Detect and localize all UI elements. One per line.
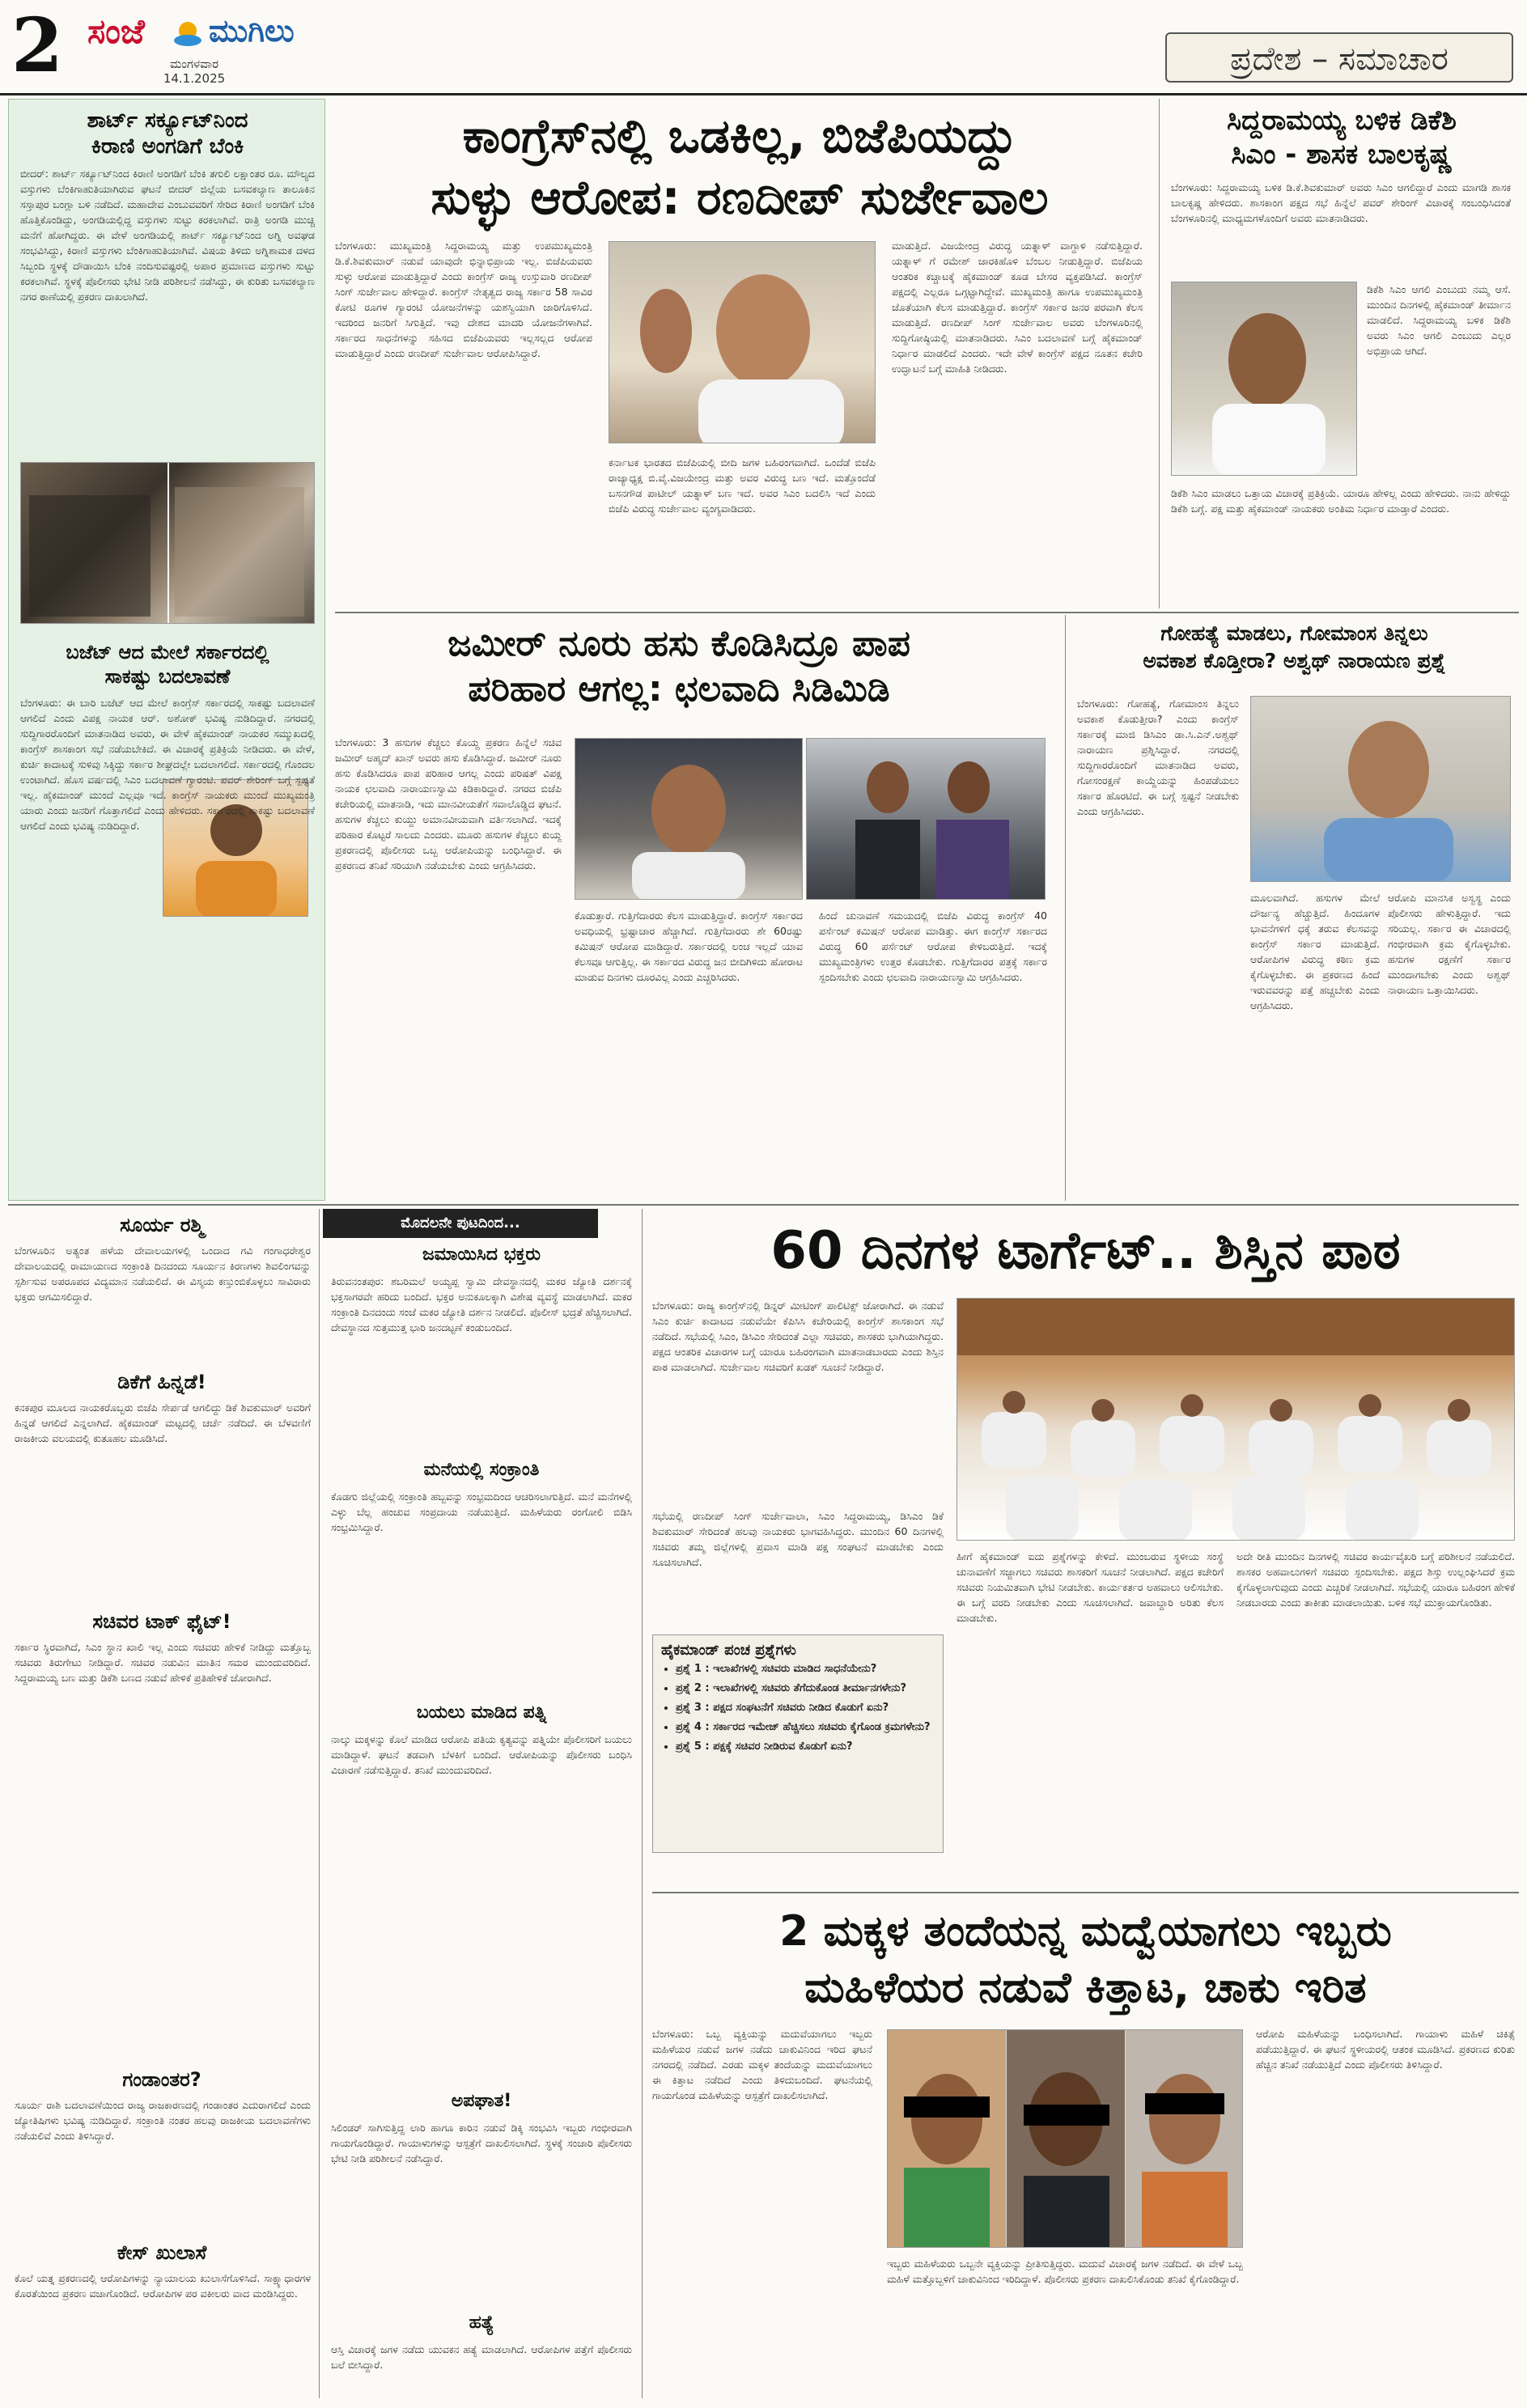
- contd-b4: ಸಿಲಿಂಡರ್ ಸಾಗಿಸುತ್ತಿದ್ದ ಲಾರಿ ಹಾಗೂ ಕಾರಿನ ನಡುವೆ ಡಿಕ್ಕಿ ಸಂಭವಿಸಿ ಇಬ್ಬರು ಗಂಭೀರವಾಗಿ ಗಾಯಗೊಂಡಿದ್ದಾರೆ. ಗಾಯಾಳುಗಳನ್ನು ಆಸ್ಪತ್ರೆಗೆ ದಾಖಲಿಸಲಾಗಿದೆ. ಸ್ಥಳಕ್ಕೆ ಸಂಚಾರಿ ಪೊಲೀಸರು ಭೇಟಿ ನೀಡಿ ಪರಿಶೀಲನೆ ನಡೆಸಿದ್ದಾರೆ.: [331, 2122, 632, 2164]
- brief3-title: ಸೂರ್ಯ ರಶ್ಮಿ: [120, 1214, 204, 1236]
- page-number: 2: [11, 2, 64, 89]
- brief2-body: ಬೆಂಗಳೂರು: ಈ ಬಾರಿ ಬಜೆಟ್ ಆದ ಮೇಲೆ ಕಾಂಗ್ರೆಸ್ ಸರ್ಕಾರದಲ್ಲಿ ಸಾಕಷ್ಟು ಬದಲಾವಣೆ ಆಗಲಿದೆ ಎಂದು ವಿಪಕ್ಷ ನಾಯಕ ಆರ್. ಅಶೋಕ್ ಭವಿಷ್ಯ ನುಡಿದಿದ್ದಾರೆ. ನಗರದಲ್ಲಿ ಸುದ್ದಿಗಾರರೊಂದಿಗೆ ಮಾತನಾಡಿದ ಅವರು, ಈ ವೇಳೆ ಹೈಕಮಾಂಡ್ ನಾಯಕರ ಸಮ್ಮುಖದಲ್ಲಿ ಕಾಂಗ್ರೆಸ್ ಶಾಸಕಾಂಗ ಸಭೆ ನಡೆಯಬೇಕಿದೆ. ಈ ವಿಚಾರಕ್ಕೆ ಪ್ರತಿಕ್ರಿಯೆ ನೀಡಿದರು. ಈ ವೇಳೆ, ಕುರ್ಚಿ ಕಾದಾಟಕ್ಕೆ ಸುಳಿವು ಸಿಕ್ಕಿದ್ದು ಸರ್ಕಾರ ಶೀಘ್ರದಲ್ಲೇ ಬದಲಾಗಲಿದೆ. ಸರ್ಕಾರದಲ್ಲಿ ಗೊಂದಲ ಉಂಟಾಗಿದೆ. ಹೊಸ ವರ್ಷದಲ್ಲಿ ಸಿಎಂ ಬದಲಾವಣೆ ಗ್ಯಾರಂಟಿ. ಪವರ್ ಶೇರಿಂಗ್ ಬಗ್ಗೆ ಸ್ಪಷ್ಟತೆ ಇಲ್ಲ. ಹೈಕಮಾಂಡ್ ಮುಂದೆ ಎಲ್ಲವೂ ಇದೆ. ಕಾಂಗ್ರೆಸ್ ನಾಯಕರು ಮುಂದೆ ಮುಖ್ಯಮಂತ್ರಿ ಯಾರು ಎಂದು ಜನರಿಗೆ ಗೊತ್ತಾಗಲಿದೆ ಎಂದು ಹೇಳಿದರು. ಸರ್ಕಾರದಲ್ಲಿ ಸಾಕಷ್ಟು ಬದಲಾವಣೆ ಆಗಲಿದೆ ಎಂದು ಭವಿಷ್ಯ ನುಡಿದಿದ್ದಾರೆ.: [20, 697, 315, 832]
- chalavadi-photo: [575, 738, 803, 900]
- sidd-col3: ಡಿಕೆಶಿ ಸಿಎಂ ಮಾಡಲು ಒತ್ತಾಯ ವಿಚಾರಕ್ಕೆ ಪ್ರತಿಕ್ರಿಯೆ. ಯಾರೂ ಹೇಳಿಲ್ಲ ಎಂದು ಹೇಳಿದರು. ನಾನು ಹೇಳಿದ್ದು ಡಿಕೆಶಿ ಬಗ್ಗೆ. ಪಕ್ಷ ಮತ್ತು ಹೈಕಮಾಂಡ್ ನಾಯಕರು ಅಂತಿಮ ನಿರ್ಧಾರ ಮಾಡ್ತಾರೆ ಎಂದರು.: [1171, 487, 1511, 515]
- fight-story: [652, 1897, 1519, 2398]
- ashwath-title: ಗೋಹತ್ಯೆ ಮಾಡಲು, ಗೋಮಾಂಸ ತಿನ್ನಲು ಅವಕಾಶ ಕೊಡ್ತೀರಾ? ಅಶ್ವಥ್ ನಾರಾಯಣ ಪ್ರಶ್ನೆ: [1143, 621, 1446, 672]
- masthead-date: 14.1.2025: [163, 71, 226, 86]
- sidd-col1: ಬೆಂಗಳೂರು: ಸಿದ್ದರಾಮಯ್ಯ ಬಳಿಕ ಡಿ.ಕೆ.ಶಿವಕುಮಾರ್ ಅವರು ಸಿಎಂ ಆಗಲಿದ್ದಾರೆ ಎಂದು ಮಾಗಡಿ ಶಾಸಕ ಬಾಲಕೃಷ್ಣ ಹೇಳಿದರು. ಶಾಸಕಾಂಗ ಪಕ್ಷದ ಸಭೆ ಹಿನ್ನೆಲೆ ಪವರ್ ಶೇರಿಂಗ್ ವಿಚಾರಕ್ಕೆ ಸಂಬಂಧಿಸಿದಂತೆ ಬೆಂಗಳೂರಿನಲ್ಲಿ ಮಾಧ್ಯಮಗಳೊಂದಿಗೆ ಅವರು ಮಾತನಾಡಿದರು.: [1171, 181, 1511, 224]
- brief5-title: ಸಚಿವರ ಟಾಕ್ ಫೈಟ್!: [92, 1610, 231, 1633]
- masthead-day: ಮಂಗಳವಾರ: [169, 57, 219, 71]
- contd-h5: ಹತ್ಯೆ: [469, 2313, 494, 2333]
- target-story: [652, 1209, 1519, 1889]
- brand-right: ಮುಗಿಲು: [209, 13, 295, 49]
- contd-b3: ನಾಲ್ಕು ಮಕ್ಕಳನ್ನು ಕೊಲೆ ಮಾಡಿದ ಆರೋಪಿ ಪತಿಯ ಕೃತ್ಯವನ್ನು ಪತ್ನಿಯೇ ಪೊಲೀಸರಿಗೆ ಬಯಲು ಮಾಡಿದ್ದಾಳೆ. ಘಟನೆ ತಡವಾಗಿ ಬೆಳಕಿಗೆ ಬಂದಿದೆ. ಆರೋಪಿಯನ್ನು ಪೊಲೀಸರು ಬಂಧಿಸಿ ವಿಚಾರಣೆ ನಡೆಸುತ್ತಿದ್ದಾರೆ. ತನಿಖೆ ಮುಂದುವರಿದಿದೆ.: [331, 1733, 632, 1776]
- target-title: 60 ದಿನಗಳ ಟಾರ್ಗೆಟ್.. ಶಿಸ್ತಿನ ಪಾಠ: [770, 1221, 1401, 1281]
- contd-b2: ಕೊಡಗು ಜಿಲ್ಲೆಯಲ್ಲಿ ಸಂಕ್ರಾಂತಿ ಹಬ್ಬವನ್ನು ಸಂಭ್ರಮದಿಂದ ಆಚರಿಸಲಾಗುತ್ತಿದೆ. ಮನೆ ಮನೆಗಳಲ್ಲಿ ಎಳ್ಳು ಬೆಲ್ಲ ಹಂಚುವ ಸಂಪ್ರದಾಯ ನಡೆಯುತ್ತಿದೆ. ಮಹಿಳೆಯರು ರಂಗೋಲಿ ಬಿಡಿಸಿ ಸಂಭ್ರಮಿಸಿದ್ದಾರೆ.: [331, 1490, 632, 1533]
- brand-left: ಸಂಜೆ: [87, 11, 145, 51]
- divider: [335, 612, 1519, 613]
- ashwath-col3: ಆರೋಪಿ ಮಾನಸಿಕ ಅಸ್ವಸ್ಥ ಎಂದು ಪೊಲೀಸರು ಹೇಳುತ್ತಿದ್ದಾರೆ. ಇದು ಸರಿಯಲ್ಲ. ಸರ್ಕಾರ ಈ ವಿಚಾರದಲ್ಲಿ ಗಂಭೀರವಾಗಿ ಕ್ರಮ ಕೈಗೊಳ್ಳಬೇಕು. ಹಸುಗಳ ರಕ್ಷಣೆಗೆ ಸರ್ಕಾರ ಮುಂದಾಗಬೇಕು ಎಂದು ಅಶ್ವಥ್ ನಾರಾಯಣ ಒತ್ತಾಯಿಸಿದರು.: [1388, 892, 1511, 996]
- fight-col1: ಬೆಂಗಳೂರು: ಒಬ್ಬ ವ್ಯಕ್ತಿಯನ್ನು ಮದುವೆಯಾಗಲು ಇಬ್ಬರು ಮಹಿಳೆಯರ ನಡುವೆ ಜಗಳ ನಡೆದು ಚಾಕುವಿನಿಂದ ಇರಿದ ಘಟನೆ ನಗರದಲ್ಲಿ ನಡೆದಿದೆ. ಎರಡು ಮಕ್ಕಳ ತಂದೆಯನ್ನು ಮದುವೆಯಾಗಲು ಈ ಕಿತ್ತಾಟ ನಡೆದಿದೆ ಎಂದು ತಿಳಿದುಬಂದಿದೆ. ಘಟನೆಯಲ್ಲಿ ಗಾಯಗೊಂಡ ಮಹಿಳೆಯನ್ನು ಆಸ್ಪತ್ರೆಗೆ ದಾಖಲಿಸಲಾಗಿದೆ.: [652, 2028, 872, 2101]
- brief7-title: ಕೇಸ್ ಖುಲಾಸೆ: [117, 2241, 207, 2264]
- continued-banner: ಮೊದಲನೇ ಪುಟದಿಂದ...: [323, 1209, 598, 1238]
- sidd-title: ಸಿದ್ದರಾಮಯ್ಯ ಬಳಿಕ ಡಿಕೆಶಿ ಸಿಎಂ - ಶಾಸಕ ಬಾಲಕೃಷ್ಣ: [1227, 104, 1457, 171]
- masthead: [0, 0, 1527, 95]
- fight-col3: ಆರೋಪಿ ಮಹಿಳೆಯನ್ನು ಬಂಧಿಸಲಾಗಿದೆ. ಗಾಯಾಳು ಮಹಿಳೆ ಚಿಕಿತ್ಸೆ ಪಡೆಯುತ್ತಿದ್ದಾರೆ. ಈ ಘಟನೆ ಸ್ಥಳೀಯರಲ್ಲಿ ಆತಂಕ ಮೂಡಿಸಿದೆ. ಪ್ರಕರಣದ ಕುರಿತು ಹೆಚ್ಚಿನ ತನಿಖೆ ನಡೆಯುತ್ತಿದೆ ಎಂದು ಪೊಲೀಸರು ತಿಳಿಸಿದ್ದಾರೆ.: [1256, 2028, 1515, 2071]
- contd-h1: ಜಮಾಯಿಸಿದ ಭಕ್ತರು: [422, 1244, 541, 1265]
- brief1-title: ಶಾರ್ಟ್ ಸರ್ಕ್ಯೂಟ್‌ನಿಂದ ಕಿರಾಣಿ ಅಂಗಡಿಗೆ ಬೆಂಕಿ: [87, 108, 248, 159]
- surjewala-photo: [609, 241, 876, 443]
- burnt-shop-photo: [20, 462, 315, 624]
- fight-title: 2 ಮಕ್ಕಳ ತಂದೆಯನ್ನ ಮದ್ವೆಯಾಗಲು ಇಬ್ಬರು ಮಹಿಳೆಯರ ನಡುವೆ ಕಿತ್ತಾಟ, ಚಾಕು ಇರಿತ: [779, 1907, 1392, 2012]
- contd-h4: ಅಪಘಾತ!: [451, 2091, 512, 2111]
- sidd-col2: ಡಿಕೆಶಿ ಸಿಎಂ ಆಗಲಿ ಎಂಬುದು ನಮ್ಮ ಆಸೆ. ಮುಂದಿನ ದಿನಗಳಲ್ಲಿ ಹೈಕಮಾಂಡ್ ತೀರ್ಮಾನ ಮಾಡಲಿದೆ. ಸಿದ್ದರಾಮಯ್ಯ ಬಳಿಕ ಡಿಕೆಶಿ ಅವರು ಸಿಎಂ ಆಗಲಿ ಎಂಬುದು ಎಲ್ಲರ ಅಭಿಪ್ರಾಯ ಆಗಿದೆ.: [1367, 283, 1511, 357]
- contd-b1: ತಿರುವನಂತಪುರ: ಶಬರಿಮಲೆ ಅಯ್ಯಪ್ಪ ಸ್ವಾಮಿ ದೇವಸ್ಥಾನದಲ್ಲಿ ಮಕರ ಜ್ಯೋತಿ ದರ್ಶನಕ್ಕೆ ಭಕ್ತಸಾಗರವೇ ಹರಿದು ಬಂದಿದೆ. ಭಕ್ತರ ಅನುಕೂಲಕ್ಕಾಗಿ ವಿಶೇಷ ವ್ಯವಸ್ಥೆ ಮಾಡಲಾಗಿದೆ. ಮಕರ ಸಂಕ್ರಾಂತಿ ದಿನದಂದು ಸಂಜೆ ಮಕರ ಜ್ಯೋತಿ ದರ್ಶನ ನೀಡಲಿದೆ. ಪೊಲೀಸ್ ಭದ್ರತೆ ಹೆಚ್ಚಿಸಲಾಗಿದೆ. ದೇವಸ್ಥಾನದ ಸುತ್ತಮುತ್ತ ಭಾರಿ ಜನದಟ್ಟಣೆ ಕಂಡುಬಂದಿದೆ.: [331, 1275, 632, 1333]
- ashwath-col2: ಮೂಲವಾಗಿದೆ. ಹಸುಗಳ ಮೇಲೆ ದೌರ್ಜನ್ಯ ಹೆಚ್ಚುತ್ತಿದೆ. ಹಿಂದೂಗಳ ಭಾವನೆಗಳಿಗೆ ಧಕ್ಕೆ ತರುವ ಕೆಲಸವನ್ನು ಕಾಂಗ್ರೆಸ್ ಸರ್ಕಾರ ಮಾಡುತ್ತಿದೆ. ಆರೋಪಿಗಳ ವಿರುದ್ಧ ಕಠಿಣ ಕ್ರಮ ಕೈಗೊಳ್ಳಬೇಕು. ಈ ಪ್ರಕರಣದ ಹಿಂದೆ ಇರುವವರನ್ನು ಪತ್ತೆ ಹಚ್ಚಬೇಕು ಎಂದು ಆಗ್ರಹಿಸಿದರು.: [1250, 892, 1380, 1011]
- balakrishna-photo: [1171, 282, 1357, 476]
- lead-col1: ಬೆಂಗಳೂರು: ಮುಖ್ಯಮಂತ್ರಿ ಸಿದ್ದರಾಮಯ್ಯ ಮತ್ತು ಉಪಮುಖ್ಯಮಂತ್ರಿ ಡಿ.ಕೆ.ಶಿವಕುಮಾರ್ ನಡುವೆ ಯಾವುದೇ ಭಿನ್ನಾಭಿಪ್ರಾಯ ಇಲ್ಲ. ಬಿಜೆಪಿಯವರು ಸುಳ್ಳು ಆರೋಪ ಮಾಡುತ್ತಿದ್ದಾರೆ ಎಂದು ಕಾಂಗ್ರೆಸ್ ರಾಜ್ಯ ಉಸ್ತುವಾರಿ ರಣದೀಪ್ ಸಿಂಗ್ ಸುರ್ಜೇವಾಲ ಹೇಳಿದ್ದಾರೆ. ಕಾಂಗ್ರೆಸ್ ನೇತೃತ್ವದ ರಾಜ್ಯ ಸರ್ಕಾರ 58 ಸಾವಿರ ಕೋಟಿ ರೂಗಳ ಗ್ಯಾರಂಟಿ ಯೋಜನೆಗಳನ್ನು ಯಶಸ್ವಿಯಾಗಿ ಜಾರಿಗೊಳಿಸಿದೆ. ಇದರಿಂದ ಜನರಿಗೆ ಸಿಗುತ್ತಿದೆ. ಇವು ದೇಶದ ಮಾದರಿ ಯೋಜನೆಗಳಾಗಿವೆ. ಸರ್ಕಾರದ ಸಾಧನೆಗಳನ್ನು ಸಹಿಸದ ಬಿಜೆಪಿಯವರು ಇಲ್ಲಸಲ್ಲದ ಆರೋಪ ಮಾಡುತ್ತಿದ್ದಾರೆ ಎಂದು ರಣದೀಪ್ ಸುರ್ಜೇವಾಲ ಆರೋಪಿಸಿದ್ದಾರೆ.: [335, 240, 592, 359]
- sidd-story: [1159, 99, 1519, 608]
- lead-col3: ಮಾಡುತ್ತಿದೆ. ವಿಜಯೇಂದ್ರ ವಿರುದ್ಧ ಯತ್ನಾಳ್ ವಾಗ್ದಾಳಿ ನಡೆಸುತ್ತಿದ್ದಾರೆ. ಯತ್ನಾಳ್ ಗೆ ರಮೇಶ್ ಜಾರಕಿಹೊಳಿ ಬೆಂಬಲ ನೀಡುತ್ತಿದ್ದಾರೆ. ಬಿಜೆಪಿಯ ಆಂತರಿಕ ಕಚ್ಚಾಟಕ್ಕೆ ಹೈಕಮಾಂಡ್ ಕೂಡ ಬೇಸರ ವ್ಯಕ್ತಪಡಿಸಿದೆ. ಕಾಂಗ್ರೆಸ್ ಪಕ್ಷದಲ್ಲಿ ಎಲ್ಲರೂ ಒಗ್ಗಟ್ಟಾಗಿದ್ದೇವೆ. ಮುಖ್ಯಮಂತ್ರಿ ಹಾಗೂ ಉಪಮುಖ್ಯಮಂತ್ರಿ ಜೊತೆಯಾಗಿ ಕೆಲಸ ಮಾಡುತ್ತಿದ್ದಾರೆ. ಕಾಂಗ್ರೆಸ್ ಸರ್ಕಾರ ಜನರ ಪರವಾಗಿ ಕೆಲಸ ಮಾಡುತ್ತಿದೆ. ರಣದೀಪ್ ಸಿಂಗ್ ಸುರ್ಜೇವಾಲ ಅವರು ಬೆಂಗಳೂರಿನಲ್ಲಿ ಸುದ್ದಿಗೋಷ್ಠಿಯಲ್ಲಿ ಮಾತನಾಡಿದರು. ಸಿಎಂ ಬದಲಾವಣೆ ಬಗ್ಗೆ ಹೈಕಮಾಂಡ್ ನಿರ್ಧಾರ ಮಾಡಲಿದೆ ಎಂದರು. ಇದೇ ವೇಳೆ ಕಾಂಗ್ರೆಸ್ ಪಕ್ಷದ ನೂತನ ಕಚೇರಿ ಉದ್ಘಾಟನೆ ಬಗ್ಗೆ ಮಾಹಿತಿ ನೀಡಿದರು.: [892, 240, 1143, 375]
- qa-heading: ಹೈಕಮಾಂಡ್ ಪಂಚ ಪ್ರಶ್ನೆಗಳು: [661, 1642, 796, 1659]
- zameer-col3: ಹಿಂದೆ ಚುನಾವಣೆ ಸಮಯದಲ್ಲಿ ಬಿಜೆಪಿ ವಿರುದ್ಧ ಕಾಂಗ್ರೆಸ್ 40 ಪರ್ಸೆಂಟ್ ಕಮಿಷನ್ ಆರೋಪ ಮಾಡಿತ್ತು. ಈಗ ಕಾಂಗ್ರೆಸ್ ಸರ್ಕಾರದ ವಿರುದ್ಧ 60 ಪರ್ಸೆಂಟ್ ಆರೋಪ ಕೇಳಿಬರುತ್ತಿದೆ. ಇದಕ್ಕೆ ಮುಖ್ಯಮಂತ್ರಿಗಳು ಉತ್ತರ ಕೊಡಬೇಕು. ಗುತ್ತಿಗೆದಾರರ ಪತ್ರಕ್ಕೆ ಸರ್ಕಾರ ಸ್ಪಂದಿಸಬೇಕು ಎಂದು ಛಲವಾದಿ ನಾರಾಯಣಸ್ವಾಮಿ ಆಗ್ರಹಿಸಿದರು.: [819, 909, 1047, 983]
- lead-story: [335, 99, 1144, 608]
- family-photo: [806, 738, 1046, 900]
- zameer-col1: ಬೆಂಗಳೂರು: 3 ಹಸುಗಳ ಕೆಚ್ಚಲು ಕೊಯ್ದ ಪ್ರಕರಣ ಹಿನ್ನೆಲೆ ಸಚಿವ ಜಮೀರ್ ಅಹ್ಮದ್ ಖಾನ್ ಅವರು ಹಸು ಕೊಡಿಸಿದ್ದಾರೆ. ಜಮೀರ್ ನೂರು ಹಸು ಕೊಡಿಸಿದರೂ ಪಾಪ ಪರಿಹಾರ ಆಗಲ್ಲ ಎಂದು ಪರಿಷತ್ ವಿಪಕ್ಷ ನಾಯಕ ಛಲವಾದಿ ನಾರಾಯಣಸ್ವಾಮಿ ಕಿಡಿಕಾರಿದ್ದಾರೆ. ನಗರದ ಬಿಜೆಪಿ ಕಚೇರಿಯಲ್ಲಿ ಮಾತನಾಡಿ, ಇದು ಮಾನವೀಯತೆಗೆ ಸವಾಲೊಡ್ಡಿದ ಘಟನೆ. ಹಸುಗಳ ಕೆಚ್ಚಲು ಕುಯ್ದು ಅಮಾನವೀಯವಾಗಿ ವರ್ತಿಸಲಾಗಿದೆ. ಇದಕ್ಕೆ ಪರಿಹಾರ ಕೊಟ್ಟರೆ ಸಾಲದು ಎಂದರು. ಮೂರು ಹಸುಗಳ ಕೆಚ್ಚಲು ಕುಯ್ದ ಪ್ರಕರಣದಲ್ಲಿ ಪೊಲೀಸರು ಒಬ್ಬ ಆರೋಪಿಯನ್ನು ಬಂಧಿಸಿದ್ದಾರೆ. ಈ ಪ್ರಕರಣದ ತನಿಖೆ ಸರಿಯಾಗಿ ನಡೆಯಬೇಕು ಎಂದು ಆಗ್ರಹಿಸಿದರು.: [335, 736, 562, 871]
- target-col-right: ಅದೇ ರೀತಿ ಮುಂದಿನ ದಿನಗಳಲ್ಲಿ ಸಚಿವರ ಕಾರ್ಯವೈಖರಿ ಬಗ್ಗೆ ಪರಿಶೀಲನೆ ನಡೆಯಲಿದೆ. ಶಾಸಕರ ಅಹವಾಲುಗಳಿಗೆ ಸಚಿವರು ಸ್ಪಂದಿಸಬೇಕು. ಪಕ್ಷದ ಶಿಸ್ತು ಉಲ್ಲಂಘಿಸಿದರೆ ಕ್ರಮ ಕೈಗೊಳ್ಳಲಾಗುವುದು ಎಂದು ಎಚ್ಚರಿಕೆ ನೀಡಲಾಗಿದೆ. ಸಭೆಯಲ್ಲಿ ಯಾರೂ ಬಹಿರಂಗ ಹೇಳಿಕೆ ನೀಡಬಾರದು ಎಂದು ತಾಕೀತು ಮಾಡಲಾಯಿತು. ಬಳಿಕ ಸಭೆ ಮುಕ್ತಾಯಗೊಂಡಿತು.: [1236, 1550, 1515, 1609]
- brief5-body: ಸರ್ಕಾರ ಸ್ಥಿರವಾಗಿದೆ, ಸಿಎಂ ಸ್ಥಾನ ಖಾಲಿ ಇಲ್ಲ ಎಂದು ಸಚಿವರು ಹೇಳಿಕೆ ನೀಡಿದ್ದು ಮತ್ತೊಬ್ಬ ಸಚಿವರು ತಿರುಗೇಟು ನೀಡಿದ್ದಾರೆ. ಸಚಿವರ ನಡುವಿನ ಮಾತಿನ ಸಮರ ಮುಂದುವರಿದಿದೆ. ಸಿದ್ದರಾಮಯ್ಯ ಬಣ ಮತ್ತು ಡಿಕೆಶಿ ಬಣದ ನಡುವೆ ಹೇಳಿಕೆ ಪ್ರತಿಹೇಳಿಕೆ ಜೋರಾಗಿದೆ.: [15, 1641, 311, 1684]
- qa-item: • ಪ್ರಶ್ನೆ 4 : ಸರ್ಕಾರದ ಇಮೇಜ್ ಹೆಚ್ಚಿಸಲು ಸಚಿವರು ಕೈಗೊಂಡ ಕ್ರಮಗಳೇನು?: [676, 1720, 933, 1735]
- section-title: ಪ್ರದೇಶ – ಸಮಾಚಾರ: [1165, 32, 1513, 83]
- brief7-body: ಕೊಲೆ ಯತ್ನ ಪ್ರಕರಣದಲ್ಲಿ ಆರೋಪಿಗಳನ್ನು ನ್ಯಾಯಾಲಯ ಖುಲಾಸೆಗೊಳಿಸಿದೆ. ಸಾಕ್ಷ್ಯಾಧಾರಗಳ ಕೊರತೆಯಿಂದ ಪ್ರಕರಣ ವಜಾಗೊಂಡಿದೆ. ಆರೋಪಿಗಳ ಪರ ವಕೀಲರು ವಾದ ಮಂಡಿಸಿದ್ದರು.: [15, 2272, 311, 2300]
- brief4-title: ಡಿಕೆಗೆ ಹಿನ್ನಡೆ!: [117, 1371, 206, 1393]
- fight-col2: ಇಬ್ಬರು ಮಹಿಳೆಯರು ಒಬ್ಬನೇ ವ್ಯಕ್ತಿಯನ್ನು ಪ್ರೀತಿಸುತ್ತಿದ್ದರು. ಮದುವೆ ವಿಚಾರಕ್ಕೆ ಜಗಳ ನಡೆದಿದೆ. ಈ ವೇಳೆ ಒಬ್ಬ ಮಹಿಳೆ ಮತ್ತೊಬ್ಬಳಿಗೆ ಚಾಕುವಿನಿಂದ ಇರಿದಿದ್ದಾಳೆ. ಪೊಲೀಸರು ಪ್ರಕರಣ ದಾಖಲಿಸಿಕೊಂಡು ತನಿಖೆ ಕೈಗೊಂಡಿದ್ದಾರೆ.: [887, 2258, 1243, 2285]
- qa-item: • ಪ್ರಶ್ನೆ 5 : ಪಕ್ಷಕ್ಕೆ ಸಚಿವರ ನೀಡಿರುವ ಕೊಡುಗೆ ಏನು?: [676, 1740, 933, 1754]
- left-brief-column: [8, 99, 325, 1201]
- sun-cloud-icon: [172, 16, 204, 49]
- zameer-col2: ಕೊಡುತ್ತಾರೆ. ಗುತ್ತಿಗೆದಾರರು ಕೆಲಸ ಮಾಡುತ್ತಿದ್ದಾರೆ. ಕಾಂಗ್ರೆಸ್ ಸರ್ಕಾರದ ಅವಧಿಯಲ್ಲಿ ಭ್ರಷ್ಟಾಚಾರ ಹೆಚ್ಚಾಗಿದೆ. ಗುತ್ತಿಗೆದಾರರು ಶೇ 60ರಷ್ಟು ಕಮಿಷನ್ ಆರೋಪ ಮಾಡಿದ್ದಾರೆ. ಸರ್ಕಾರದಲ್ಲಿ ಲಂಚ ಇಲ್ಲದೆ ಯಾವ ಕೆಲಸವೂ ಆಗುತ್ತಿಲ್ಲ. ಈ ಸರ್ಕಾರದ ವಿರುದ್ಧ ಜನ ಬೀದಿಗಿಳಿದು ಹೋರಾಟ ಮಾಡುವ ದಿನಗಳು ದೂರವಿಲ್ಲ ಎಂದು ಎಚ್ಚರಿಸಿದರು.: [575, 909, 803, 983]
- ashwath-col1: ಬೆಂಗಳೂರು: ಗೋಹತ್ಯೆ, ಗೋಮಾಂಸ ತಿನ್ನಲು ಅವಕಾಶ ಕೊಡುತ್ತೀರಾ? ಎಂದು ಕಾಂಗ್ರೆಸ್ ಸರ್ಕಾರಕ್ಕೆ ಮಾಜಿ ಡಿಸಿಎಂ ಡಾ.ಸಿ.ಎನ್.ಅಶ್ವಥ್ ನಾರಾಯಣ ಪ್ರಶ್ನಿಸಿದ್ದಾರೆ. ನಗರದಲ್ಲಿ ಸುದ್ದಿಗಾರರೊಂದಿಗೆ ಮಾತನಾಡಿದ ಅವರು, ಗೋಸಂರಕ್ಷಣೆ ಕಾಯ್ದೆಯನ್ನು ಹಿಂಪಡೆಯಲು ಸರ್ಕಾರ ಹೊರಟಿದೆ. ಈ ಬಗ್ಗೆ ಸ್ಪಷ್ಟನೆ ನೀಡಬೇಕು ಎಂದು ಆಗ್ರಹಿಸಿದರು.: [1077, 697, 1239, 817]
- ashwath-story: [1065, 615, 1519, 1201]
- lead-title: ಕಾಂಗ್ರೆಸ್‌ನಲ್ಲಿ ಒಡಕಿಲ್ಲ, ಬಿಜೆಪಿಯದ್ದು ಸುಳ್ಳು ಆರೋಪ: ರಣದೀಪ್ ಸುರ್ಜೇವಾಲ: [431, 108, 1049, 225]
- qa-item: • ಪ್ರಶ್ನೆ 1 : ಇಲಾಖೆಗಳಲ್ಲಿ ಸಚಿವರು ಮಾಡಿದ ಸಾಧನೆಯೇನು?: [676, 1662, 933, 1677]
- qa-item: • ಪ್ರಶ್ನೆ 3 : ಪಕ್ಷದ ಸಂಘಟನೆಗೆ ಸಚಿವರು ನೀಡಿದ ಕೊಡುಗೆ ಏನು?: [676, 1701, 933, 1715]
- contd-h2: ಮನೆಯಲ್ಲಿ ಸಂಕ್ರಾಂತಿ: [423, 1460, 540, 1480]
- brief3-body: ಬೆಂಗಳೂರಿನ ಅತ್ಯಂತ ಹಳೆಯ ದೇವಾಲಯಗಳಲ್ಲಿ ಒಂದಾದ ಗವಿ ಗಂಗಾಧರೇಶ್ವರ ದೇವಾಲಯದಲ್ಲಿ ರಾಮಾಯಣದ ಸಂಕ್ರಾಂತಿ ದಿನದಂದು ಸೂರ್ಯನ ಕಿರಣಗಳು ಶಿವಲಿಂಗವನ್ನು ಸ್ಪರ್ಶಿಸುವ ಅಪರೂಪದ ವಿದ್ಯಮಾನ ನಡೆಯಲಿದೆ. ಈ ವಿಸ್ಮಯ ಕಣ್ತುಂಬಿಕೊಳ್ಳಲು ಸಾವಿರಾರು ಭಕ್ತರು ಆಗಮಿಸಲಿದ್ದಾರೆ.: [15, 1244, 311, 1303]
- three-faces-photo: [887, 2029, 1243, 2248]
- brief2-title: ಬಜೆಟ್ ಆದ ಮೇಲೆ ಸರ್ಕಾರದಲ್ಲಿ ಸಾಕಷ್ಟು ಬದಲಾವಣೆ: [66, 641, 269, 688]
- brief6-title: ಗಂಡಾಂತರ?: [122, 2068, 201, 2091]
- target-col-left: ಸಭೆಯಲ್ಲಿ ರಣದೀಪ್ ಸಿಂಗ್ ಸುರ್ಜೇವಾಲಾ, ಸಿಎಂ ಸಿದ್ದರಾಮಯ್ಯ, ಡಿಸಿಎಂ ಡಿಕೆ ಶಿವಕುಮಾರ್ ಸೇರಿದಂತೆ ಹಲವು ನಾಯಕರು ಭಾಗವಹಿಸಿದ್ದರು. ಮುಂದಿನ 60 ದಿನಗಳಲ್ಲಿ ಸಚಿವರು ತಮ್ಮ ಜಿಲ್ಲೆಗಳಲ್ಲಿ ಪ್ರವಾಸ ಮಾಡಿ ಪಕ್ಷ ಸಂಘಟನೆ ಮಾಡಬೇಕು ಎಂದು ಸೂಚಿಸಲಾಗಿದೆ.: [652, 1510, 944, 1568]
- divider: [8, 1204, 1519, 1206]
- meeting-hall-photo: [956, 1298, 1515, 1541]
- ashwath-photo: [1250, 696, 1511, 882]
- target-intro: ಬೆಂಗಳೂರು: ರಾಜ್ಯ ಕಾಂಗ್ರೆಸ್‌ನಲ್ಲಿ ಡಿನ್ನರ್ ಮೀಟಿಂಗ್ ಪಾಲಿಟಿಕ್ಸ್ ಜೋರಾಗಿದೆ. ಈ ನಡುವೆ ಸಿಎಂ ಕುರ್ಚಿ ಕಾದಾಟದ ನಡುವೆಯೇ ಕೆಪಿಸಿಸಿ ಕಚೇರಿಯಲ್ಲಿ ಕಾಂಗ್ರೆಸ್ ಶಾಸಕಾಂಗ ಸಭೆ ನಡೆದಿದೆ. ಸಭೆಯಲ್ಲಿ ಸಿಎಂ, ಡಿಸಿಎಂ ಸೇರಿದಂತೆ ಎಲ್ಲಾ ಸಚಿವರು, ಶಾಸಕರು ಭಾಗಿಯಾಗಿದ್ದರು. ಪಕ್ಷದ ಆಂತರಿಕ ವಿಚಾರಗಳ ಬಗ್ಗೆ ಯಾರೂ ಬಹಿರಂಗವಾಗಿ ಮಾತನಾಡಬಾರದು ಎಂದು ಶಿಸ್ತಿನ ಪಾಠ ಮಾಡಲಾಗಿದೆ. ಸುರ್ಜೇವಾಲ ಸಚಿವರಿಗೆ ಖಡಕ್ ಸೂಚನೆ ನೀಡಿದ್ದಾರೆ.: [652, 1299, 944, 1373]
- lead-col2: ಕರ್ನಾಟಕ ಭಾರತದ ಬಿಜೆಪಿಯಲ್ಲಿ ಬೀದಿ ಜಗಳ ಬಹಿರಂಗವಾಗಿದೆ. ಒಂದೆಡೆ ಬಿಜೆಪಿ ರಾಜ್ಯಾಧ್ಯಕ್ಷ ಬಿ.ವೈ.ವಿಜಯೇಂದ್ರ ಮತ್ತು ಅವರ ವಿರುದ್ಧ ಬಣ ಇದೆ. ಮತ್ತೊಂದೆಡೆ ಬಸನಗೌಡ ಪಾಟೀಲ್ ಯತ್ನಾಳ್ ಬಣ ಇದೆ. ಅವರ ಸಿಎಂ ಬದಲಿಸಿ ಇದೆ ಎಂದು ಬಿಜೆಪಿ ವಿರುದ್ಧ ಸುರ್ಜೇವಾಲ ವ್ಯಂಗ್ಯವಾಡಿದರು.: [609, 456, 876, 515]
- brief4-body: ಕನಕಪುರ ಮೂಲದ ನಾಯಕರೊಬ್ಬರು ಬಿಜೆಪಿ ಸೇರ್ಪಡೆ ಆಗಲಿದ್ದು ಡಿಕೆ ಶಿವಕುಮಾರ್ ಅವರಿಗೆ ಹಿನ್ನಡೆ ಆಗಲಿದೆ ಎನ್ನಲಾಗಿದೆ. ಹೈಕಮಾಂಡ್ ಮಟ್ಟದಲ್ಲಿ ಚರ್ಚೆ ನಡೆದಿದೆ. ಈ ಬೆಳವಣಿಗೆ ರಾಜಕೀಯ ವಲಯದಲ್ಲಿ ಕುತೂಹಲ ಮೂಡಿಸಿದೆ.: [15, 1401, 311, 1444]
- target-col-mid: ಹೀಗೆ ಹೈಕಮಾಂಡ್ ಐದು ಪ್ರಶ್ನೆಗಳನ್ನು ಕೇಳಿದೆ. ಮುಂಬರುವ ಸ್ಥಳೀಯ ಸಂಸ್ಥೆ ಚುನಾವಣೆಗೆ ಸಜ್ಜಾಗಲು ಸಚಿವರು ಶಾಸಕರಿಗೆ ಸೂಚನೆ ನೀಡಲಾಗಿದೆ. ಪಕ್ಷದ ಕಚೇರಿಗೆ ಸಚಿವರು ನಿಯಮಿತವಾಗಿ ಭೇಟಿ ನೀಡಬೇಕು. ಕಾರ್ಯಕರ್ತರ ಅಹವಾಲು ಆಲಿಸಬೇಕು. ಈ ಬಗ್ಗೆ ವರದಿ ನೀಡಬೇಕು ಎಂದು ಸೂಚಿಸಲಾಗಿದೆ. ಜವಾಬ್ದಾರಿ ಅರಿತು ಕೆಲಸ ಮಾಡಬೇಕು.: [956, 1550, 1224, 1624]
- qa-item: • ಪ್ರಶ್ನೆ 2 : ಇಲಾಖೆಗಳಲ್ಲಿ ಸಚಿವರು ತೆಗೆದುಕೊಂಡ ತೀರ್ಮಾನಗಳೇನು?: [676, 1681, 933, 1696]
- brief6-body: ಸೂರ್ಯ ರಾಶಿ ಬದಲಾವಣೆಯಿಂದ ರಾಜ್ಯ ರಾಜಕಾರಣದಲ್ಲಿ ಗಂಡಾಂತರ ಎದುರಾಗಲಿದೆ ಎಂದು ಜ್ಯೋತಿಷಿಗಳು ಭವಿಷ್ಯ ನುಡಿದಿದ್ದಾರೆ. ಸಂಕ್ರಾಂತಿ ನಂತರ ಹಲವು ರಾಜಕೀಯ ಬದಲಾವಣೆಗಳು ನಡೆಯಲಿವೆ ಎಂದು ತಿಳಿಸಿದ್ದಾರೆ.: [15, 2099, 311, 2142]
- qa-box: [652, 1634, 944, 1853]
- brief1-body: ಬೀದರ್: ಶಾರ್ಟ್ ಸರ್ಕ್ಯೂಟ್‌ನಿಂದ ಕಿರಾಣಿ ಅಂಗಡಿಗೆ ಬೆಂಕಿ ತಗುಲಿ ಲಕ್ಷಾಂತರ ರೂ. ಮೌಲ್ಯದ ವಸ್ತುಗಳು ಬೆಂಕಿಗಾಹುತಿಯಾಗಿರುವ ಘಟನೆ ಬೀದರ್ ಜಿಲ್ಲೆಯ ಬಸವಕಲ್ಯಾಣ ತಾಲೂಕಿನ ಸಸ್ತಾಪುರ ಬಂಗ್ಲಾ ಬಳಿ ನಡೆದಿದೆ. ಮಹಾದೇವ ಎಂಬುವವರಿಗೆ ಸೇರಿದ ಕಿರಾಣಿ ಅಂಗಡಿಗೆ ಬೆಂಕಿ ಹೊತ್ತಿಕೊಂಡಿದ್ದು, ಅಂಗಡಿಯಲ್ಲಿದ್ದ ವಸ್ತುಗಳು ಸುಟ್ಟು ಕರಕಲಾಗಿವೆ. ರಾತ್ರಿ ಅಂಗಡಿ ಮುಚ್ಚಿ ಮನೆಗೆ ಹೋಗಿದ್ದರು. ಈ ವೇಳೆ ಅಂಗಡಿಯಲ್ಲಿ ಶಾರ್ಟ್ ಸರ್ಕ್ಯೂಟ್‌ನಿಂದ ಅಗ್ನಿ ಅವಘಡ ಸಂಭವಿಸಿದ್ದು, ಕಿರಾಣಿ ವಸ್ತುಗಳು ಬೆಂಕಿಗಾಹುತಿಯಾಗಿವೆ. ವಿಷಯ ತಿಳಿದು ಅಗ್ನಿಶಾಮಕ ದಳದ ಸಿಬ್ಬಂದಿ ಸ್ಥಳಕ್ಕೆ ದೌಡಾಯಿಸಿ ಬೆಂಕಿ ನಂದಿಸುವಷ್ಟರಲ್ಲಿ ಅಪಾರ ಪ್ರಮಾಣದ ವಸ್ತುಗಳು ಸುಟ್ಟು ಕರಕಲಾಗಿವೆ. ಸ್ಥಳಕ್ಕೆ ಪೊಲೀಸರು ಭೇಟಿ ನೀಡಿ ಪರಿಶೀಲನೆ ನಡೆಸಿದ್ದು, ಈ ಕುರಿತು ಬಸವಕಲ್ಯಾಣ ನಗರ ಠಾಣೆಯಲ್ಲಿ ಪ್ರಕರಣ ದಾಖಲಾಗಿದೆ.: [20, 167, 315, 303]
- zameer-story: [335, 615, 1055, 1201]
- divider: [652, 1892, 1519, 1893]
- continued-column: [319, 1209, 643, 2398]
- contd-h3: ಬಯಲು ಮಾಡಿದ ಪತ್ನಿ: [416, 1702, 547, 1723]
- contd-b5: ಆಸ್ತಿ ವಿಚಾರಕ್ಕೆ ಜಗಳ ನಡೆದು ಯುವಕನ ಹತ್ಯೆ ಮಾಡಲಾಗಿದೆ. ಆರೋಪಿಗಳ ಪತ್ತೆಗೆ ಪೊಲೀಸರು ಬಲೆ ಬೀಸಿದ್ದಾರೆ.: [331, 2343, 632, 2371]
- bottom-left-briefs: [8, 1209, 316, 2398]
- zameer-title: ಜಮೀರ್ ನೂರು ಹಸು ಕೊಡಿಸಿದ್ರೂ ಪಾಪ ಪರಿಹಾರ ಆಗಲ್ಲ: ಛಲವಾದಿ ಸಿಡಿಮಿಡಿ: [447, 623, 910, 710]
- qa-list: [653, 1662, 943, 1754]
